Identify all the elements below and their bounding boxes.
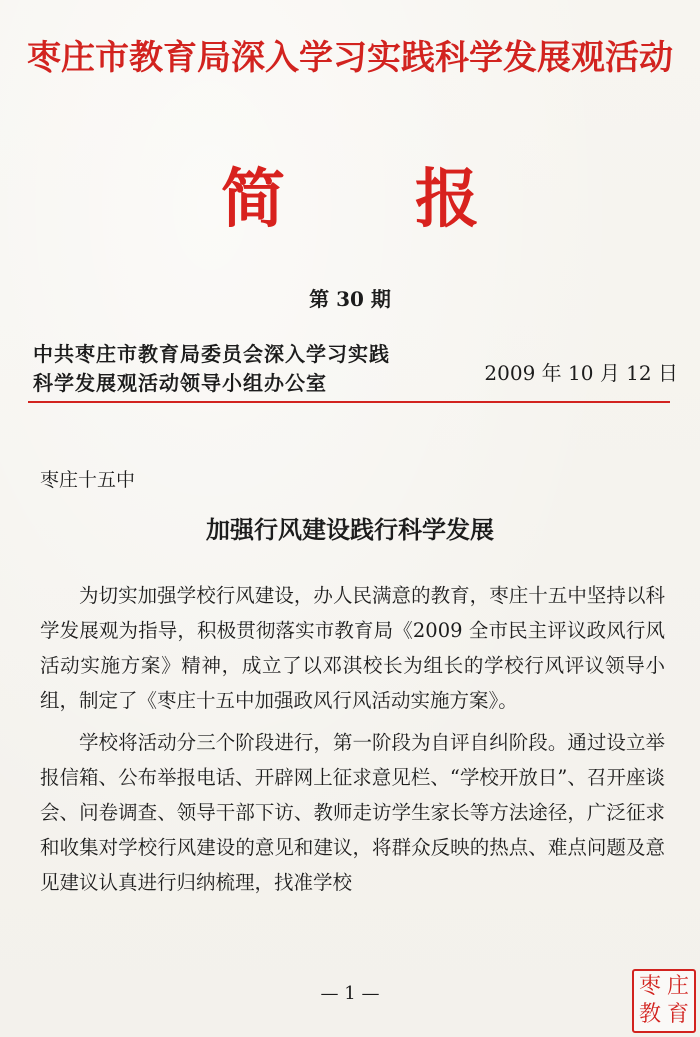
issuing-office-line-1: 中共枣庄市教育局委员会深入学习实践 (33, 342, 390, 366)
bulletin-title (0, 148, 700, 240)
seal-char-4: 育 (666, 1002, 689, 1027)
issuing-office (33, 340, 390, 398)
page-number: — 1 — (320, 983, 380, 1004)
header-divider (28, 401, 670, 403)
bulletin-title-char-1: 简 (221, 162, 285, 237)
seal-char-3: 教 (638, 1002, 661, 1027)
reporting-unit: 枣庄十五中 (40, 469, 136, 491)
seal-char-2: 庄 (666, 974, 689, 999)
article-paragraph-2: 学校将活动分三个阶段进行，第一阶段为自评自纠阶段。通过设立举报信箱、公布举报电话、开辟网上征求意见栏、“学校开放日”、召开座谈会、问卷调查、领导干部下访、教师走访学生家长等方法途径，广泛征求和收集对学校行风建设的意见和建议，将群众反映的热点、难点问题及意见建议认真进行归纳梳理，找准学校 (40, 731, 665, 894)
bulletin-title-char-2: 报 (415, 162, 479, 237)
issue-number: 第 30 期 (309, 287, 391, 311)
seal-stamp-icon (632, 969, 696, 1033)
bulletin-banner: 枣庄市教育局深入学习实践科学发展观活动 (27, 38, 673, 78)
article-title: 加强行风建设践行科学发展 (206, 515, 494, 544)
issuing-office-line-2: 科学发展观活动领导小组办公室 (33, 371, 327, 395)
issue-date: 2009 年 10 月 12 日 (484, 361, 678, 385)
article-paragraph-1: 为切实加强学校行风建设，办人民满意的教育，枣庄十五中坚持以科学发展观为指导，积极贯彻落实市教育局《2009 全市民主评议政风行风活动实施方案》精神，成立了以邓淇校长为组长的学校行风评议领导小组，制定了《枣庄十五中加强政风行风活动实施方案》。 (40, 584, 665, 712)
article-body (40, 578, 665, 907)
seal-char-1: 枣 (638, 974, 661, 999)
